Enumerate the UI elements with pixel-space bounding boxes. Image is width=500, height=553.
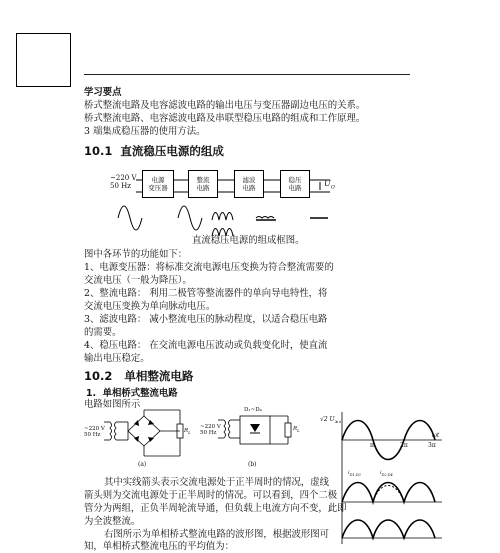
input-voltage: ~220 V bbox=[110, 174, 137, 182]
circuit-b-voltage: ~220 V bbox=[200, 424, 221, 430]
circuit-a bbox=[84, 408, 196, 470]
amplitude-label: √2 $U_2$ bbox=[320, 416, 338, 425]
section-2-number: 10.2 bbox=[84, 369, 113, 383]
block-diagram-caption: 直流稳压电源的组成框图。 bbox=[192, 235, 305, 246]
block-regulator: 稳压 电路 bbox=[280, 170, 310, 198]
body2-line: 箭头则为交流电源处于正半周时的情况。可以看到，四个二极 bbox=[84, 490, 338, 501]
waveform-plot bbox=[320, 410, 445, 546]
section-1-number: 10.1 bbox=[84, 144, 113, 158]
circuit-intro: 电路如图所示 bbox=[84, 399, 141, 410]
body2-line: 其中实线箭头表示交流电源处于正半周时的情况，虚线 bbox=[104, 477, 330, 488]
block-transformer: 电源 变压器 bbox=[142, 170, 174, 198]
input-frequency: 50 Hz bbox=[110, 182, 131, 190]
body1-line: 1、电源变压器：将标准交流电源电压变换为符合整流需要的 bbox=[84, 262, 334, 273]
section-1-title: 直流稳压电源的组成 bbox=[120, 144, 224, 158]
block-filter: 滤波 电路 bbox=[234, 170, 264, 198]
section-label: 学习要点 bbox=[84, 87, 122, 98]
key-point-3: 3 端集成稳压器的使用方法。 bbox=[84, 126, 206, 137]
body1-line: 输出电压稳定。 bbox=[84, 353, 150, 364]
tick-2pi: 2π bbox=[400, 442, 408, 449]
tick-pi: π bbox=[370, 442, 374, 449]
body2-line: 知，单相桥式整流电压的平均值为： bbox=[84, 541, 235, 552]
body2-line: 右图所示为单相桥式整流电路的波形图，根据波形图可 bbox=[104, 529, 330, 540]
section-2-title: 单相整流电路 bbox=[124, 369, 194, 383]
body1-line: 交流电压变换为单向脉动电压。 bbox=[84, 301, 216, 312]
body1-line: 交流电压（一般为降压）。 bbox=[84, 275, 192, 286]
block-rectifier: 整流 电路 bbox=[188, 170, 218, 198]
body1-line: 3、滤波电路： 减小整流电压的脉动程度，以适合稳压电路 bbox=[84, 314, 328, 325]
circuit-b-diode-label: D₁~D₄ bbox=[244, 407, 262, 413]
logo-box bbox=[16, 33, 71, 87]
tick-3pi: 3π bbox=[428, 442, 436, 449]
section-1-heading bbox=[84, 143, 224, 159]
body1-line: 4、稳压电路： 在交流电源电压波动或负载变化时，使直流 bbox=[84, 340, 328, 351]
block-diagram bbox=[84, 164, 344, 244]
circuit-b-frequency: 50 Hz bbox=[200, 430, 217, 436]
waveform-panel bbox=[320, 410, 445, 546]
key-point-2: 桥式整流电路、电容滤波电路及串联型稳压电路的组成和工作原理。 bbox=[84, 113, 366, 124]
circuit-a-voltage: ~220 V bbox=[84, 426, 105, 432]
circuit-a-frequency: 50 Hz bbox=[84, 432, 101, 438]
circuit-b-label: (b) bbox=[248, 461, 257, 468]
omega-t-label: ωt bbox=[432, 432, 440, 439]
key-point-1: 桥式整流电路及电容滤波电路的输出电压与变压器副边电压的关系。 bbox=[84, 100, 366, 111]
header-rule bbox=[84, 74, 410, 75]
body2-line: 为全波整流。 bbox=[84, 516, 141, 527]
body1-line: 的需要。 bbox=[84, 327, 122, 338]
d13-label: $i_{D1,D3}$ bbox=[348, 470, 361, 477]
circuit-a-load: $R_L$ bbox=[184, 428, 191, 436]
circuit-b bbox=[200, 406, 306, 470]
circuit-b-load: $R_L$ bbox=[293, 426, 300, 434]
subsection-heading: 1. 单相桥式整流电路 bbox=[86, 388, 178, 399]
body1-line: 2、整流电路： 利用二极管等整流器件的单向导电特性，将 bbox=[84, 288, 328, 299]
output-label: $U_O$ bbox=[324, 179, 335, 191]
d24-label: $i_{D2,D4}$ bbox=[380, 470, 393, 477]
body2-line: 管分为两组，正负半周轮流导通，但负载上电流方向不变，此即 bbox=[84, 503, 347, 514]
body1-line: 图中各环节的功能如下： bbox=[84, 249, 188, 260]
section-2-heading bbox=[84, 368, 193, 384]
circuit-a-label: (a) bbox=[138, 461, 147, 468]
